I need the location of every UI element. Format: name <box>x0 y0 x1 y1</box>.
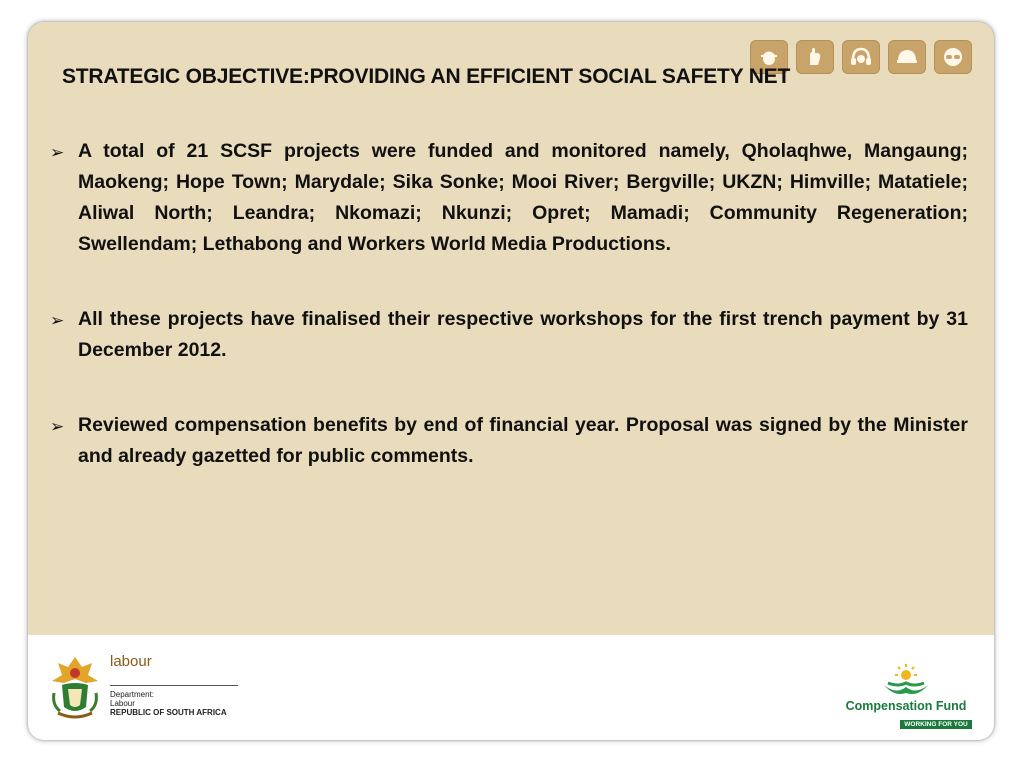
bullet-item <box>50 136 968 260</box>
compensation-fund-tagline: WORKING FOR YOU <box>900 720 971 729</box>
bullet-item <box>50 304 968 366</box>
slide-footer <box>28 635 994 740</box>
slide <box>28 22 994 740</box>
department-name: Labour <box>110 699 135 708</box>
department-label: Department: <box>110 690 155 699</box>
bullet-arrow-icon: ➢ <box>50 311 65 330</box>
bullet-arrow-icon: ➢ <box>50 143 65 162</box>
labour-wordmark: labour <box>110 653 152 670</box>
goggles-icon <box>934 40 972 74</box>
labour-divider <box>110 685 238 686</box>
hands-sun-icon <box>878 663 934 697</box>
bullet-text: All these projects have finalised their respective workshops for the first trench payment by 31 December 2012. <box>78 308 968 361</box>
compensation-fund-name: Compensation Fund <box>845 699 967 713</box>
bullet-list <box>50 136 968 516</box>
bullet-arrow-icon: ➢ <box>50 417 65 436</box>
bullet-item <box>50 410 968 472</box>
slide-title: STRATEGIC OBJECTIVE:PROVIDING AN EFFICIENT SOCIAL SAFETY NET <box>62 65 791 88</box>
bullet-text: A total of 21 SCSF projects were funded and monitored namely, Qholaqhwe, Mangaung; Maokeng; Hope Town; Marydale; Sika Sonke; Mooi River; Bergville; UKZN; Himville; Matatiele; Aliwal North; Leandra; Nkomazi; Nkunzi; Opret; Mamadi; Community Regeneration; Swellendam; Lethabong and Workers World Media Productions. <box>78 140 968 255</box>
department-of-labour-logo <box>48 653 278 725</box>
bullet-text: Reviewed compensation benefits by end of financial year. Proposal was signed by the Minister and already gazetted for public comments. <box>78 414 968 467</box>
coat-of-arms-icon <box>48 653 102 723</box>
compensation-fund-logo <box>836 663 976 728</box>
country-name: REPUBLIC OF SOUTH AFRICA <box>110 708 227 717</box>
